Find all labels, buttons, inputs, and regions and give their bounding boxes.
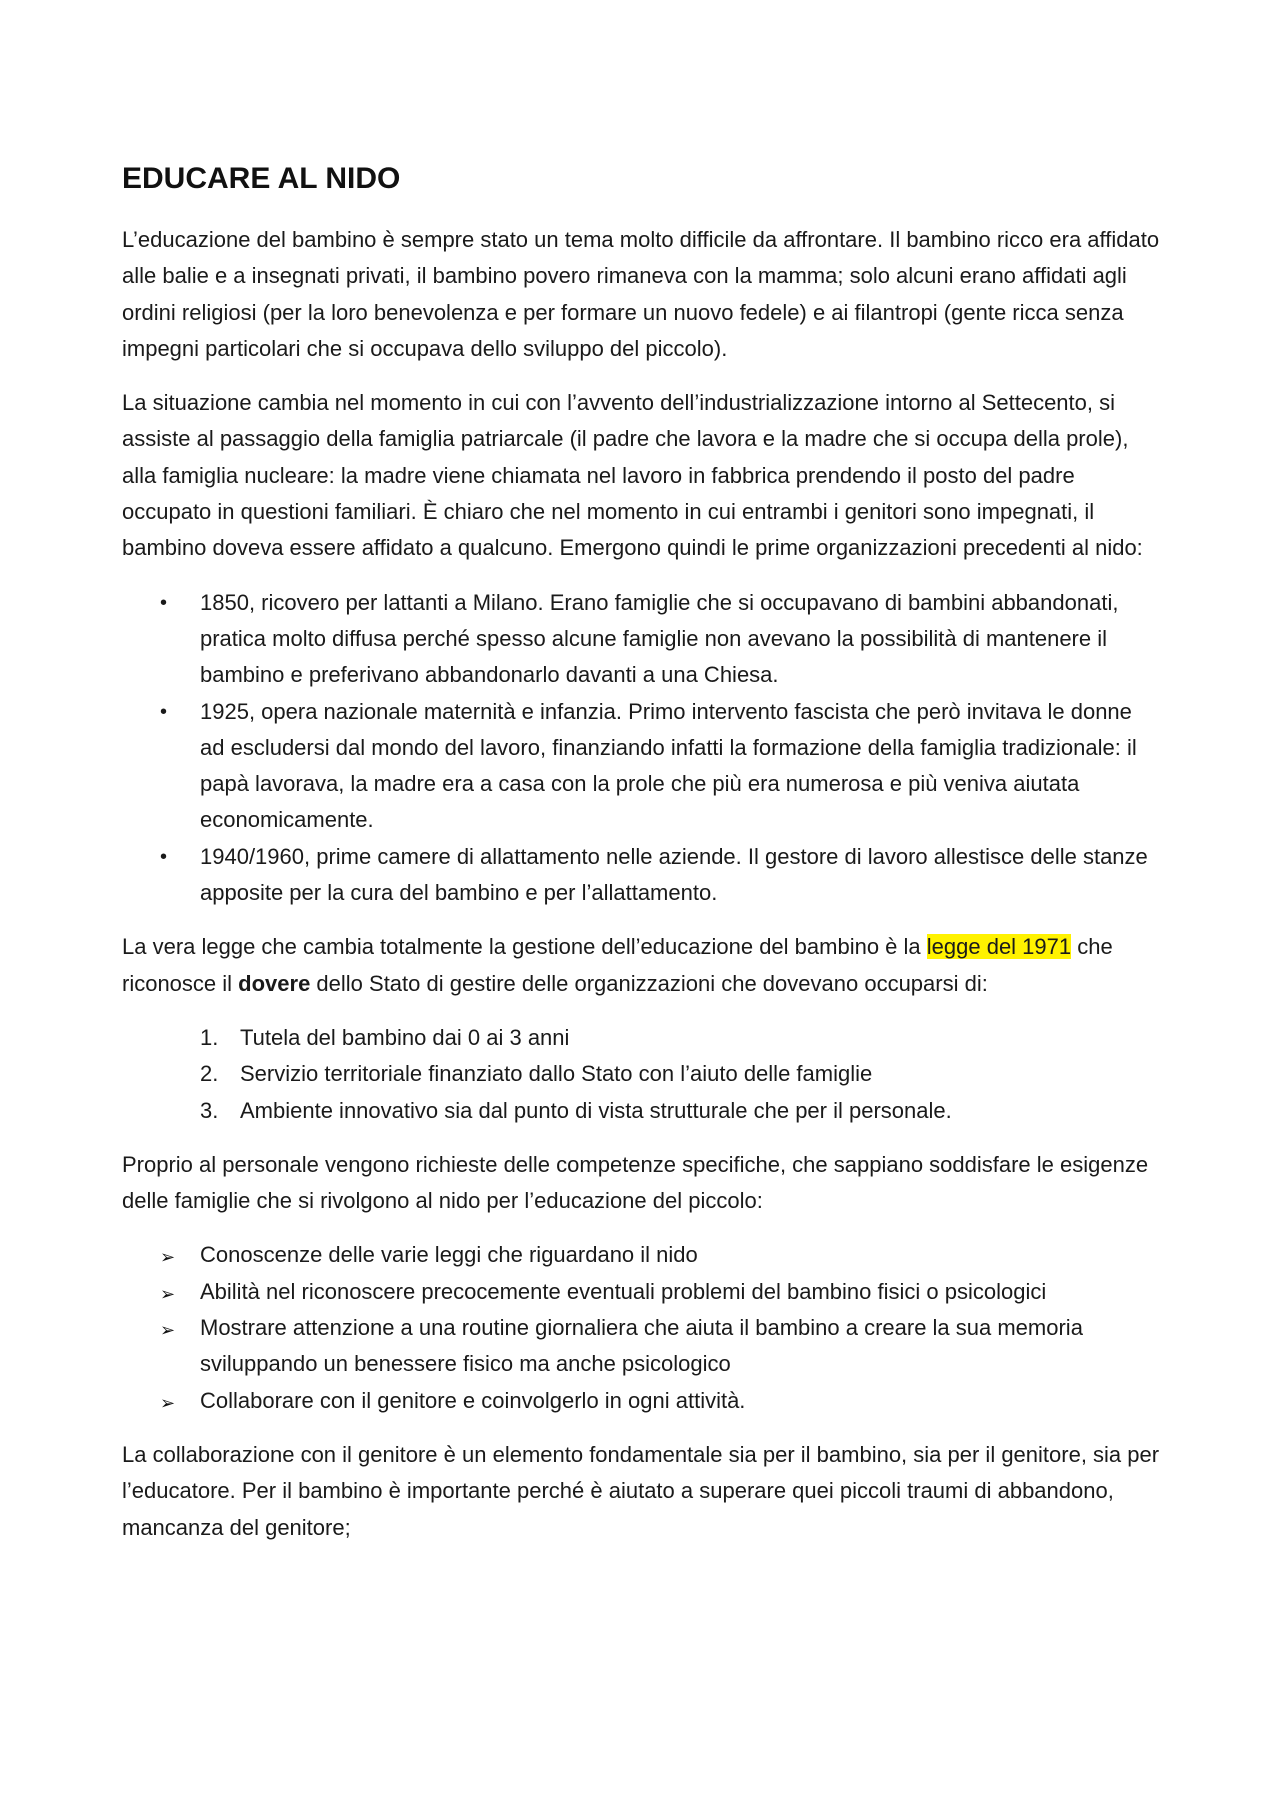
arrow-bullet-icon: ➢	[160, 1247, 176, 1268]
law-text-start: La vera legge che cambia totalmente la gestione dell’educazione del bambino è la	[122, 934, 927, 960]
arrow-bullet-icon: ➢	[160, 1283, 176, 1304]
list-item-text: Servizio territoriale finanziato dallo Stato con l’aiuto delle famiglie	[240, 1061, 873, 1087]
arrow-bullet-icon: ➢	[160, 1320, 176, 1341]
list-number: 3.	[200, 1097, 219, 1123]
list-item	[122, 1093, 1162, 1129]
list-item	[122, 1020, 1162, 1056]
paragraph-industrialization: La situazione cambia nel momento in cui con l’avvento dell’industrializzazione intorno al Settecento, si assiste al passaggio della famiglia patriarcale (il padre che lavora e la madre che si occupa della prole), alla famiglia nucleare: la madre viene chiamata nel lavoro in fabbrica prendendo il posto del padre occupato in questioni familiari. È chiaro che nel momento in cui entrambi i genitori sono impegnati, il bambino doveva essere affidato a qualcuno. Emergono quindi le prime organizzazioni precedenti al nido:	[122, 390, 1143, 561]
history-list	[122, 585, 1162, 912]
list-item	[122, 694, 1162, 839]
list-item	[122, 839, 1162, 912]
list-number: 2.	[200, 1061, 219, 1087]
paragraph-law	[122, 929, 1162, 1002]
list-item	[122, 585, 1162, 694]
arrow-bullet-icon: ➢	[160, 1392, 176, 1413]
paragraph-intro: L’educazione del bambino è sempre stato un tema molto difficile da affrontare. Il bambino ricco era affidato alle balie e a insegnati privati, il bambino povero rimaneva con la mamma; solo alcuni erano affidati agli ordini religiosi (per la loro benevolenza e per formare un nuovo fedele) e ai filantropi (gente ricca senza impegni particolari che si occupava dello sviluppo del piccolo).	[122, 227, 1160, 361]
bullet-icon: •	[160, 845, 168, 868]
bullet-icon: •	[160, 591, 168, 614]
list-item-text: Mostrare attenzione a una routine giornaliera che aiuta il bambino a creare la sua memoria sviluppando un benessere fisico ma anche psicologico	[200, 1315, 1083, 1377]
list-item-text: Collaborare con il genitore e coinvolgerlo in ogni attività.	[200, 1387, 746, 1413]
law-bold-word: dovere	[238, 970, 311, 996]
list-item	[122, 1237, 1162, 1273]
law-text-end: dello Stato di gestire delle organizzazioni che dovevano occuparsi di:	[310, 970, 988, 996]
law-highlight: legge del 1971	[926, 934, 1072, 960]
law-text-mid: che riconosce il	[122, 934, 1113, 996]
list-number: 1.	[200, 1024, 219, 1050]
page-title: EDUCARE AL NIDO	[122, 162, 401, 195]
list-item	[122, 1383, 1162, 1419]
document-body	[122, 158, 1162, 1564]
paragraph-personnel: Proprio al personale vengono richieste delle competenze specifiche, che sappiano soddisfare le esigenze delle famiglie che si rivolgono al nido per l’educazione del piccolo:	[122, 1151, 1149, 1214]
bullet-icon: •	[160, 700, 168, 723]
list-item-text: Abilità nel riconoscere precocemente eventuali problemi del bambino fisici o psicologici	[200, 1278, 1047, 1304]
list-item	[122, 1056, 1162, 1092]
law-list	[122, 1020, 1162, 1129]
list-item	[122, 1310, 1162, 1383]
list-item-text: 1940/1960, prime camere di allattamento nelle aziende. Il gestore di lavoro allestisce delle stanze apposite per la cura del bambino e per l’allattamento.	[200, 843, 1148, 906]
paragraph-collaboration: La collaborazione con il genitore è un elemento fondamentale sia per il bambino, sia per il genitore, sia per l’educatore. Per il bambino è importante perché è aiutato a superare quei piccoli traumi di abbandono, mancanza del genitore;	[122, 1441, 1160, 1540]
skills-list	[122, 1237, 1162, 1418]
list-item-text: 1925, opera nazionale maternità e infanzia. Primo intervento fascista che però invitava le donne ad escludersi dal mondo del lavoro, finanziando infatti la formazione della famiglia tradizionale: il papà lavorava, la madre era a casa con la prole che più era numerosa e più veniva aiutata economicamente.	[200, 698, 1137, 833]
list-item-text: Conoscenze delle varie leggi che riguardano il nido	[200, 1242, 698, 1268]
list-item-text: Tutela del bambino dai 0 ai 3 anni	[240, 1024, 570, 1050]
list-item-text: Ambiente innovativo sia dal punto di vista strutturale che per il personale.	[240, 1097, 952, 1123]
list-item	[122, 1274, 1162, 1310]
list-item-text: 1850, ricovero per lattanti a Milano. Erano famiglie che si occupavano di bambini abbandonati, pratica molto diffusa perché spesso alcune famiglie non avevano la possibilità di mantenere il bambino e preferivano abbandonarlo davanti a una Chiesa.	[200, 589, 1119, 688]
